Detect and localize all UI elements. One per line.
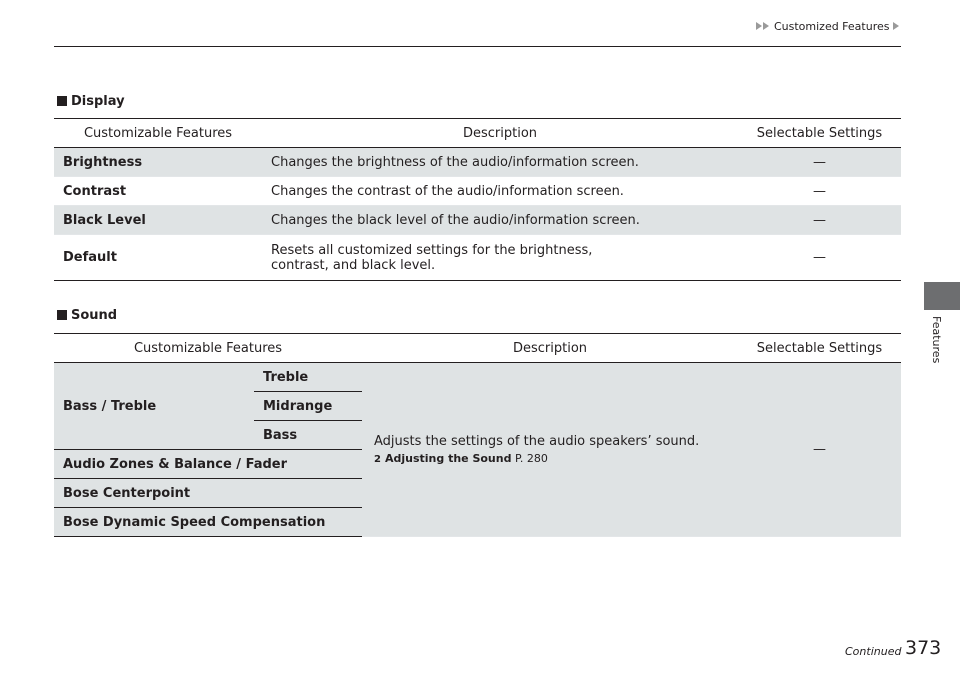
square-bullet-icon (57, 310, 67, 320)
breadcrumb (0, 20, 900, 33)
sound-section-title (57, 308, 117, 323)
feature-cell: Default (54, 235, 262, 281)
feature-group-cell: Bass / Treble (54, 363, 254, 450)
table-row (54, 206, 901, 235)
table-row (54, 363, 901, 392)
subfeature-cell: Treble (254, 363, 362, 392)
header-rule (54, 46, 901, 47)
display-title-text: Display (71, 94, 125, 109)
col-header-settings: Selectable Settings (738, 119, 901, 148)
feature-cell: Brightness (54, 148, 262, 177)
col-header-features: Customizable Features (54, 334, 362, 363)
description-line: contrast, and black level. (271, 257, 436, 273)
col-header-features: Customizable Features (54, 119, 262, 148)
col-header-settings: Selectable Settings (738, 334, 901, 363)
table-row (54, 148, 901, 177)
cross-reference (374, 452, 738, 465)
feature-cell: Bose Dynamic Speed Compensation (54, 508, 362, 537)
continued-label: Continued (845, 645, 902, 658)
setting-cell: — (738, 206, 901, 235)
section-tab (924, 282, 960, 310)
sound-table (54, 333, 901, 537)
col-header-description: Description (262, 119, 738, 148)
feature-cell: Contrast (54, 177, 262, 206)
table-row (54, 177, 901, 206)
sound-title-text: Sound (71, 308, 118, 323)
setting-cell: — (738, 148, 901, 177)
reference-icon: 2 (374, 454, 381, 465)
subfeature-cell: Midrange (254, 392, 362, 421)
page-number: 373 (905, 637, 942, 659)
triangle-icon (893, 22, 899, 30)
display-table (54, 118, 901, 281)
feature-cell: Bose Centerpoint (54, 479, 362, 508)
triangle-icon (763, 22, 769, 30)
description-cell (362, 363, 738, 537)
col-header-description: Description (362, 334, 738, 363)
reference-page: P. 280 (514, 452, 548, 465)
feature-cell: Black Level (54, 206, 262, 235)
description-cell (262, 235, 738, 281)
display-section-title (57, 94, 125, 109)
feature-cell: Audio Zones & Balance / Fader (54, 450, 362, 479)
section-label: Features (930, 316, 943, 364)
reference-title: Adjusting the Sound (384, 452, 512, 465)
triangle-icon (756, 22, 762, 30)
description-cell: Changes the contrast of the audio/information screen. (262, 177, 738, 206)
description-text: Adjusts the settings of the audio speakers’ sound. (374, 434, 700, 449)
setting-cell: — (738, 177, 901, 206)
description-cell: Changes the black level of the audio/information screen. (262, 206, 738, 235)
breadcrumb-label: Customized Features (773, 20, 890, 33)
description-line: Resets all customized settings for the brightness, (271, 242, 593, 258)
table-row (54, 235, 901, 281)
setting-cell: — (738, 235, 901, 281)
square-bullet-icon (57, 96, 67, 106)
description-cell: Changes the brightness of the audio/information screen. (262, 148, 738, 177)
subfeature-cell: Bass (254, 421, 362, 450)
setting-cell: — (738, 363, 901, 537)
